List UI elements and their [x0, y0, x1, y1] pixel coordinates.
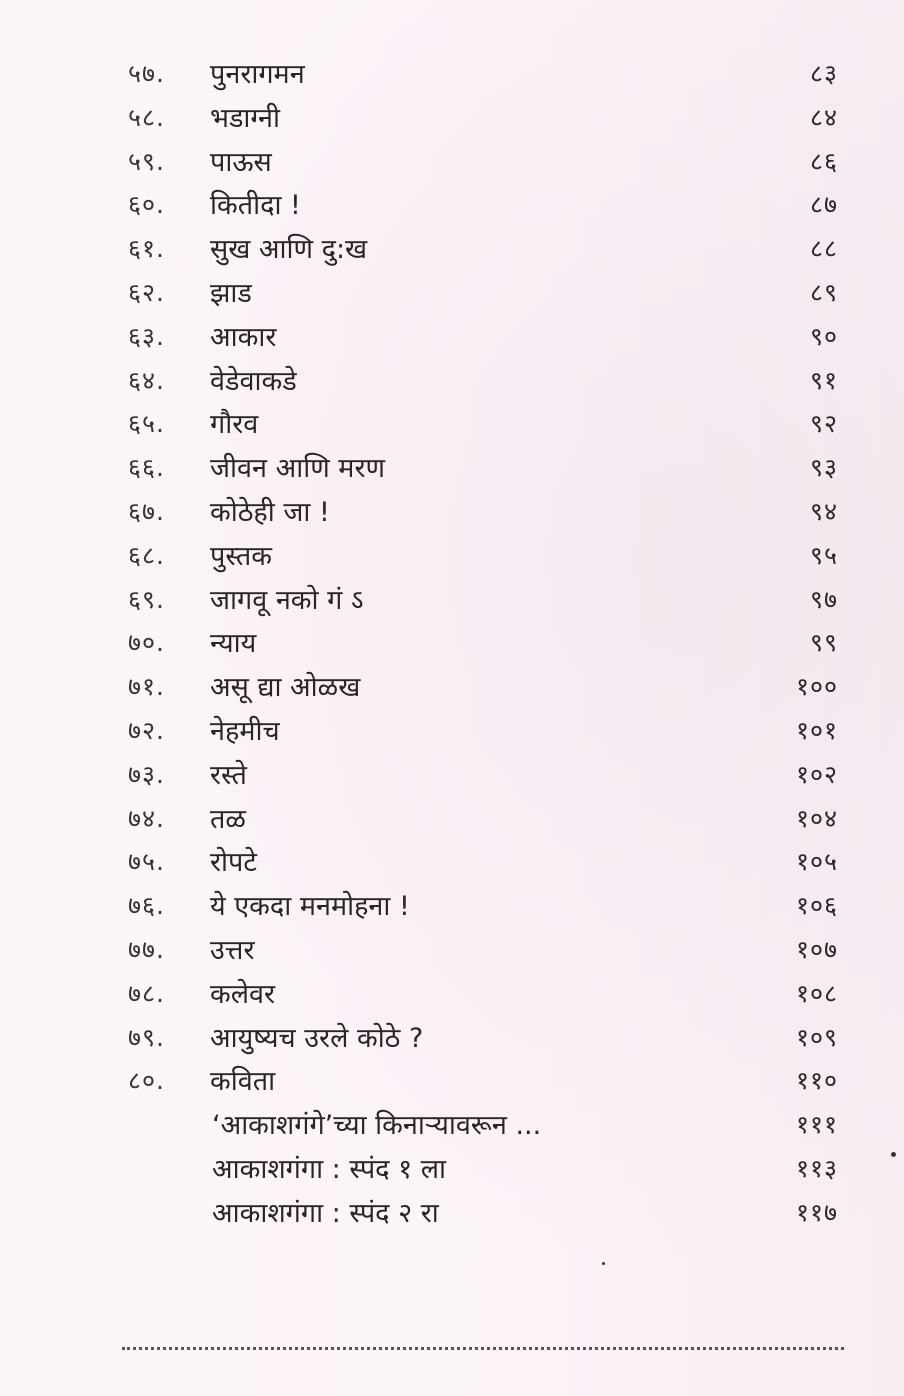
entry-page-number: १०५ [795, 847, 838, 877]
entry-title: सुख आणि दु:ख [210, 234, 368, 266]
entry-number: ६४. [128, 365, 165, 395]
entry-page-number: १०८ [795, 978, 838, 1008]
entry-title: झाड [210, 277, 252, 309]
entry-page-number: ९७ [809, 584, 838, 614]
extra-entry-page-number: ११७ [795, 1197, 838, 1227]
entry-page-number: ९२ [809, 409, 838, 439]
entry-number: ७४. [128, 803, 165, 833]
toc-entry [0, 181, 904, 225]
entry-title: आयुष्यच उरले कोठे ? [210, 1022, 424, 1054]
toc-entry [0, 225, 904, 269]
toc-entry [0, 707, 904, 751]
entry-title: वेडेवाकडे [210, 365, 297, 397]
entry-number: ६९. [128, 584, 165, 614]
entry-number: ७७. [128, 934, 165, 964]
entry-title: ये एकदा मनमोहना ! [210, 891, 410, 923]
stray-ink-dot [891, 1152, 896, 1157]
entry-number: ६३. [128, 321, 165, 351]
toc-entry [0, 138, 904, 182]
toc-extra-entry [0, 1189, 904, 1233]
entry-page-number: १०२ [795, 759, 838, 789]
entry-number: ७३. [128, 759, 165, 789]
entry-page-number: ९० [809, 321, 838, 351]
entry-title: रस्ते [210, 759, 247, 791]
toc-entry [0, 663, 904, 707]
entry-number: ६८. [128, 540, 165, 570]
toc-entry [0, 619, 904, 663]
entry-page-number: १०० [795, 672, 838, 702]
entry-title: जागवू नको गं ऽ [210, 584, 364, 616]
entry-title: असू द्या ओळख [210, 672, 361, 704]
entry-title: भडाग्नी [210, 102, 280, 134]
entry-number: ६५. [128, 409, 165, 439]
entry-number: ६७. [128, 496, 165, 526]
toc-entry [0, 269, 904, 313]
toc-entry [0, 488, 904, 532]
entry-title: कलेवर [210, 978, 276, 1010]
footer-dotted-rule [122, 1347, 844, 1350]
extra-entry-page-number: १११ [795, 1110, 838, 1140]
table-of-contents [0, 50, 904, 1233]
entry-page-number: ११० [795, 1066, 838, 1096]
toc-entry [0, 532, 904, 576]
entry-title: नेहमीच [210, 715, 280, 747]
toc-entry [0, 926, 904, 970]
entry-title: न्याय [210, 628, 257, 660]
entry-number: ७०. [128, 628, 165, 658]
extra-entry-title: आकाशगंगा : स्पंद २ रा [212, 1197, 439, 1229]
entry-title: पाऊस [210, 146, 272, 178]
entry-title: पुस्तक [210, 540, 272, 572]
entry-page-number: ८९ [809, 277, 838, 307]
entry-number: ६०. [128, 190, 165, 220]
entry-page-number: ९५ [809, 540, 838, 570]
entry-page-number: ९१ [809, 365, 838, 395]
entry-number: ५९. [128, 146, 165, 176]
entry-page-number: १०६ [795, 891, 838, 921]
entry-page-number: १०७ [795, 934, 838, 964]
extra-entry-title: ‘आकाशगंगे’च्या किनाऱ्यावरून ... [212, 1110, 542, 1142]
entry-page-number: ८६ [809, 146, 838, 176]
toc-entry [0, 1014, 904, 1058]
entry-number: ६१. [128, 234, 165, 264]
entry-number: ६२. [128, 277, 165, 307]
extra-entry-page-number: ११३ [795, 1153, 838, 1183]
entry-page-number: ८८ [809, 234, 838, 264]
entry-number: ७२. [128, 715, 165, 745]
entry-number: ५७. [128, 59, 165, 88]
entry-page-number: १०४ [795, 803, 838, 833]
toc-entry [0, 1057, 904, 1101]
entry-title: गौरव [210, 409, 259, 441]
toc-entry [0, 882, 904, 926]
extra-entry-title: आकाशगंगा : स्पंद १ ला [212, 1153, 447, 1185]
entry-number: ७६. [128, 891, 165, 921]
entry-page-number: ९४ [809, 496, 838, 526]
entry-title: कविता [210, 1066, 276, 1098]
entry-page-number: १०९ [795, 1022, 838, 1052]
toc-entry [0, 400, 904, 444]
entry-page-number: ९३ [809, 453, 838, 483]
entry-title: आकार [210, 321, 277, 353]
toc-entry [0, 970, 904, 1014]
toc-entry [0, 838, 904, 882]
toc-entry [0, 50, 904, 94]
entry-title: कितीदा ! [210, 190, 301, 222]
entry-title: पुनरागमन [210, 59, 305, 90]
entry-number: ६६. [128, 453, 165, 483]
toc-entry [0, 751, 904, 795]
entry-title: रोपटे [210, 847, 257, 879]
toc-entry [0, 795, 904, 839]
entry-title: कोठेही जा ! [210, 496, 330, 528]
toc-entry [0, 313, 904, 357]
entry-title: जीवन आणि मरण [210, 453, 386, 485]
toc-extra-entry [0, 1101, 904, 1145]
entry-page-number: ९९ [809, 628, 838, 658]
entry-page-number: १०१ [795, 715, 838, 745]
toc-entry [0, 576, 904, 620]
entry-title: तळ [210, 803, 246, 835]
entry-page-number: ८३ [809, 59, 838, 88]
entry-number: ७१. [128, 672, 165, 702]
entry-number: ५८. [128, 102, 165, 132]
toc-entry [0, 444, 904, 488]
entry-number: ७५. [128, 847, 165, 877]
entry-number: ७९. [128, 1022, 165, 1052]
stray-ink-dot [602, 1262, 605, 1265]
entry-page-number: ८४ [809, 102, 838, 132]
entry-number: ७८. [128, 978, 165, 1008]
entry-number: ८०. [128, 1066, 165, 1096]
toc-entry [0, 357, 904, 401]
toc-entry [0, 94, 904, 138]
entry-page-number: ८७ [809, 190, 838, 220]
toc-extra-entry [0, 1145, 904, 1189]
entry-title: उत्तर [210, 934, 255, 966]
